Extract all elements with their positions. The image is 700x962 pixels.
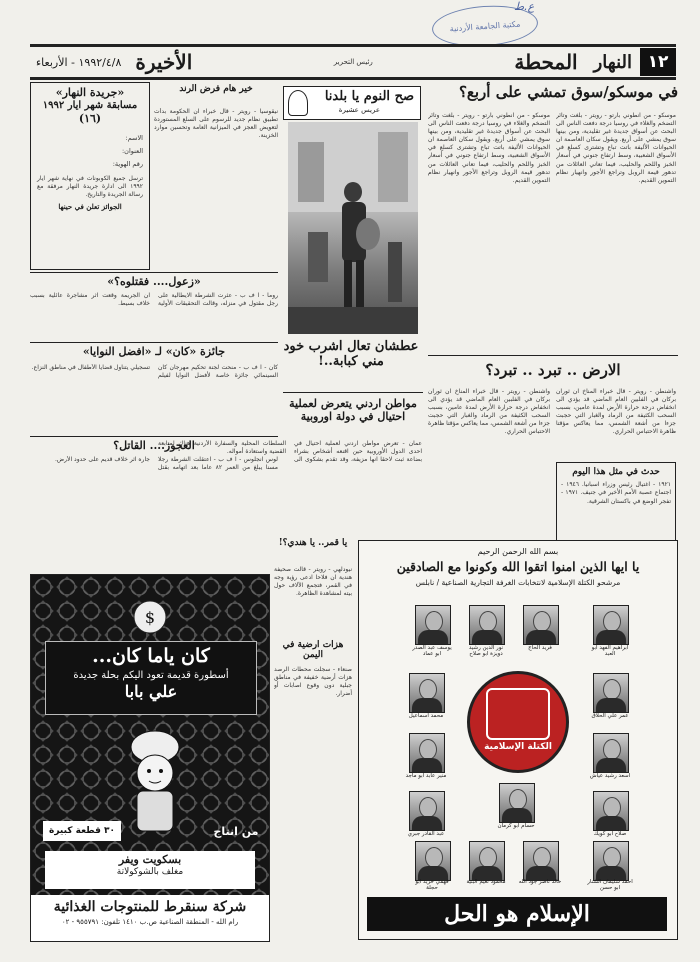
jordanian-story	[283, 398, 423, 423]
photo-story-byline: عريس عشيرة	[338, 106, 380, 114]
candidate-name: عبد القادر جبري	[407, 831, 445, 837]
ad-count-badge: ٣٠ قطعة كبيرة	[43, 821, 121, 841]
divider	[283, 392, 423, 393]
candidate-photo	[415, 841, 451, 881]
moon-headline: يا قمر.. يا هندي؟!	[278, 538, 348, 548]
issue-date: ١٩٩٢/٤/٨ - الأربعاء	[36, 55, 122, 69]
competition-note: ترسل جميع الكوبونات في نهاية شهر ايار ١٩٩٢ الى ادارة جريدة النهار مرفقة مع رسالة الجريدة والتاريخ.	[37, 174, 143, 198]
candidate-photo	[469, 841, 505, 881]
moon-story	[274, 538, 352, 548]
candidate-name: فهمي خريد ابو حجلة	[415, 879, 449, 892]
candidate-name: حسام ابو كرمان	[497, 823, 535, 829]
moscow-body-col1: موسكو - من انطوني بارتو - رويتر - بلغت وتائر التضخم والغلاء في روسيا درجة دفعت الناس الى البحث عن أسواق جديدة غير تقليدية، ومن بينها سوق يمشي على أربع. ويقول سكان العاصمة ان الحيوانات الأليفة باتت تباع وتشترى كسلع في الأسواق الشعبية، وسط ارتفاع جنوني في أسعار الخبز واللحم والحليب، فيما تعاني العائلات من تدهور قيمة الروبل وتراجع الأجور وانهيار نظام التموين القديم.	[556, 112, 676, 184]
emblem-text: الكتلة الإسلامية	[484, 742, 552, 752]
competition-box	[30, 82, 150, 270]
candidate-photo	[593, 673, 629, 713]
divider	[30, 272, 278, 273]
candidate-name: يوسف عبد الصدر ابو عماد	[412, 645, 452, 658]
svg-text:$: $	[144, 608, 156, 627]
candidate-name: ابراهيم الفهد ابو العبد	[591, 645, 629, 658]
competition-footer: الجوائز تعلن في حينها	[58, 202, 122, 212]
ad-company: شركة سنقرط للمنتوجات الغذائية	[53, 899, 247, 915]
section-title-left: الأخيرة	[135, 50, 193, 74]
yemen-story	[274, 640, 352, 661]
mascot-icon	[115, 725, 195, 835]
ad-from: من انتاج	[213, 825, 259, 838]
khair-headline: خير هام فرض الرند	[179, 84, 253, 94]
competition-row-id: رقم الهوية:	[112, 159, 143, 168]
competition-row-name: الاسم:	[125, 133, 143, 142]
khair-body: نيقوسيا - رويتر - قال خبراء ان الحكومة بدأت تطبيق نظام جديد للرسوم على السلع المستوردة لتعويض العجز في الميزانية العامة وتحسين موارد الخزينة.	[154, 108, 278, 140]
candidate-name: محمود نعيم البنية	[466, 879, 506, 885]
paper-name: النهار	[593, 51, 632, 73]
candidate-name: اسعد رشيد عياش	[589, 773, 631, 779]
prize-story	[30, 346, 278, 359]
election-verse: يا ايها الذين امنوا اتقوا الله وكونوا مع الصادقين	[396, 559, 640, 574]
candidate-photo	[469, 605, 505, 645]
photo-story-banner	[283, 86, 421, 120]
stamp-signature: ع.ط	[514, 0, 535, 13]
moscow-body-col2: موسكو - من انطوني بارتو - رويتر - بلغت وتائر التضخم والغلاء في روسيا درجة دفعت الناس الى البحث عن أسواق جديدة غير تقليدية، ومن بينها سوق يمشي على أربع. ويقول سكان العاصمة ان الحيوانات الأليفة باتت تباع وتشترى كسلع في الأسواق الشعبية، وسط ارتفاع جنوني في أسعار الخبز واللحم والحليب، فيما تعاني العائلات من تدهور قيمة الروبل وتراجع الأجور وانهيار نظام التموين القديم.	[428, 112, 550, 184]
election-subtitle: مرشحو الكتلة الإسلامية لانتخابات الغرفة التجارية الصناعية / نابلس	[415, 578, 621, 588]
islamic-bloc-emblem	[467, 671, 569, 773]
election-slogan: الإسلام هو الحل	[367, 897, 667, 931]
candidate-photo	[499, 783, 535, 823]
candidate-photo	[523, 841, 559, 881]
land-headline: الارض .. تبرد .. تبرد؟	[485, 361, 621, 379]
election-advertisement	[358, 540, 678, 940]
candidate-photo	[409, 673, 445, 713]
candidate-photo	[593, 733, 629, 773]
yemen-headline: هزات ارضية في اليمن	[282, 640, 344, 661]
divider	[30, 436, 278, 437]
ad-sub2: مغلف بالشوكولاتة	[116, 866, 184, 877]
land-story	[428, 362, 678, 379]
old-lady-body: لوس انجلوس - ا ف ب - اعتقلت الشرطة رجلا مسنا يبلغ من العمر ٨٢ عاما بعد اتهامه بقتل جاره اثر خلاف قديم على حدود الأرض.	[54, 456, 278, 472]
ad-company-panel	[31, 895, 269, 941]
moscow-headline: في موسكو/سوق تمشي على أربع؟	[458, 83, 678, 101]
photo-caption-block	[283, 340, 419, 370]
candidate-photo	[593, 841, 629, 881]
competition-row-address: العنوان:	[121, 146, 143, 155]
photo-story-title: صح النوم يا بلدنا	[324, 89, 414, 104]
masthead	[30, 44, 676, 80]
cookie-advertisement	[30, 574, 270, 942]
mosque-icon	[486, 688, 550, 740]
library-stamp: مكتبة الجامعة الأردنية	[431, 2, 540, 49]
competition-title: «جريدة النهار»	[55, 86, 125, 99]
candidate-photo	[409, 791, 445, 831]
candidate-photo	[593, 791, 629, 831]
candidate-name: منير عابد ابو ماجد	[405, 773, 447, 779]
moscow-story	[428, 84, 678, 101]
photo-caption: عطشان تعال اشرب خود مني كبابة..!	[283, 339, 419, 369]
candidate-name: محمد اسماعيل	[408, 713, 444, 719]
candidate-photo	[523, 605, 559, 645]
divider	[30, 342, 278, 343]
jordanian-body: عمان - تعرض مواطن اردني لعملية احتيال في احدى الدول الأوروبية حين اقنعه أشخاص بشراء بضاعة ثبت لاحقا انها مزيفة، وقد تقدم بشكوى الى السلطات المحلية والسفارة الأردنية هناك لمتابعة القضية واستعادة أمواله.	[158, 440, 422, 464]
khair-story	[154, 84, 278, 94]
candidate-name: عمر علي الحلاق	[591, 713, 629, 719]
today-title: حدث في مثل هذا اليوم	[572, 467, 660, 477]
candidate-name: نور الدين رشيد دويزة ابو صلاح	[468, 645, 504, 658]
election-basmala: بسم الله الرحمن الرحيم	[477, 547, 559, 556]
candidate-photo	[593, 605, 629, 645]
ad-product-name: علي بابا	[124, 681, 178, 701]
cartoon-face-icon	[288, 90, 308, 116]
ad-product-panel	[45, 851, 255, 889]
yemen-body: صنعاء - سجلت محطات الرصد هزات أرضية خفيفة في مناطق جبلية دون وقوع اصابات أو أضرار.	[274, 666, 352, 698]
ad-sub1: بسكويت ويفر	[118, 853, 182, 866]
moon-body: نيودلهي - رويتر - قالت صحيفة هندية ان فلاحا ادعى رؤية وجه في القمر، فتجمع الآلاف حول بيته لمشاهدة الظاهرة.	[274, 566, 352, 598]
section-title-right: المحطة	[514, 50, 578, 74]
old-lady-story	[30, 440, 278, 453]
street-vendor-photo	[288, 122, 418, 334]
old-lady-headline: العجوز.... القاتل؟	[113, 439, 195, 452]
ad-headline-panel	[45, 641, 257, 715]
masthead-center: رئيس التحرير	[333, 58, 373, 66]
page-number: ١٢	[640, 48, 676, 76]
competition-number: (١٦)	[78, 112, 102, 126]
land-body-col2: واشنطن - رويتر - قال خبراء المناخ ان ثوران بركان في الفلبين العام الماضي قد يؤدي الى انخفاض درجة حرارة الأرض لمدة عامين، بسبب السحب الكثيفة من الرماد والغبار التي حجبت جزءا من أشعة الشمس، مما يعاكس مؤقتا ظاهرة الاحتباس الحراري.	[428, 388, 550, 436]
divider	[428, 355, 678, 356]
ad-address: رام الله - المنطقة الصناعية ص.ب ١٤١٠ تلفون: ٩٥٥٧٩١ - ٠٢	[61, 918, 239, 927]
street-vendor-photo-art	[288, 122, 418, 334]
zaoul-body: روما - ا ف ب - عثرت الشرطة الايطالية على رجل مقتول في منزله، وقالت التحقيقات الأولية ان الجريمة وقعت اثر مشاجرة عائلية بسبب خلاف بسيط.	[30, 292, 278, 308]
competition-subtitle: مسابقة شهر ايار ١٩٩٢	[42, 99, 138, 111]
candidate-name: فريد الحاج	[528, 645, 552, 651]
ad-tagline: أسطورة قديمة تعود اليكم بحلة جديدة	[73, 669, 229, 681]
prize-headline: جائزة «كان» لـ «افضل النوايا»	[82, 345, 226, 358]
ali-baba-mascot	[115, 725, 195, 835]
jordanian-headline: مواطن اردني يتعرض لعملية احتيال في دولة اوروبية	[289, 397, 417, 423]
land-body-col1: واشنطن - رويتر - قال خبراء المناخ ان ثوران بركان في الفلبين العام الماضي قد يؤدي الى انخفاض درجة حرارة الأرض لمدة عامين، بسبب السحب الكثيفة من الرماد والغبار التي حجبت جزءا من أشعة الشمس، مما يعاكس مؤقتا ظاهرة الاحتباس الحراري.	[556, 388, 676, 436]
zaoul-story	[30, 276, 278, 289]
candidate-name: خالد ناصر جود الله	[518, 879, 562, 885]
today-body: ١٩٢١ - اغتيال رئيس وزراء اسبانيا. ١٩٤٦ - اجتماع عصبة الأمم الأخير في جنيف. ١٩٧١ - تفجر الوضع في باكستان الشرقية.	[561, 481, 672, 505]
candidate-photo	[409, 733, 445, 773]
candidate-name: احمد سليمان الشنار ابو حسن	[587, 879, 633, 892]
ad-headline: كان ياما كان...	[92, 645, 210, 667]
candidate-photo	[415, 605, 451, 645]
zaoul-headline: «زعول.... فقتلوه؟»	[107, 275, 201, 288]
candidate-name: صلاح ابو كويك	[593, 831, 627, 837]
prize-body: كان - ا ف ب - منحت لجنة تحكيم مهرجان كان السينمائي جائزة خاصة لأفضل النوايا لفيلم تسجيلي يتناول قضايا الأطفال في مناطق النزاع.	[31, 364, 278, 380]
